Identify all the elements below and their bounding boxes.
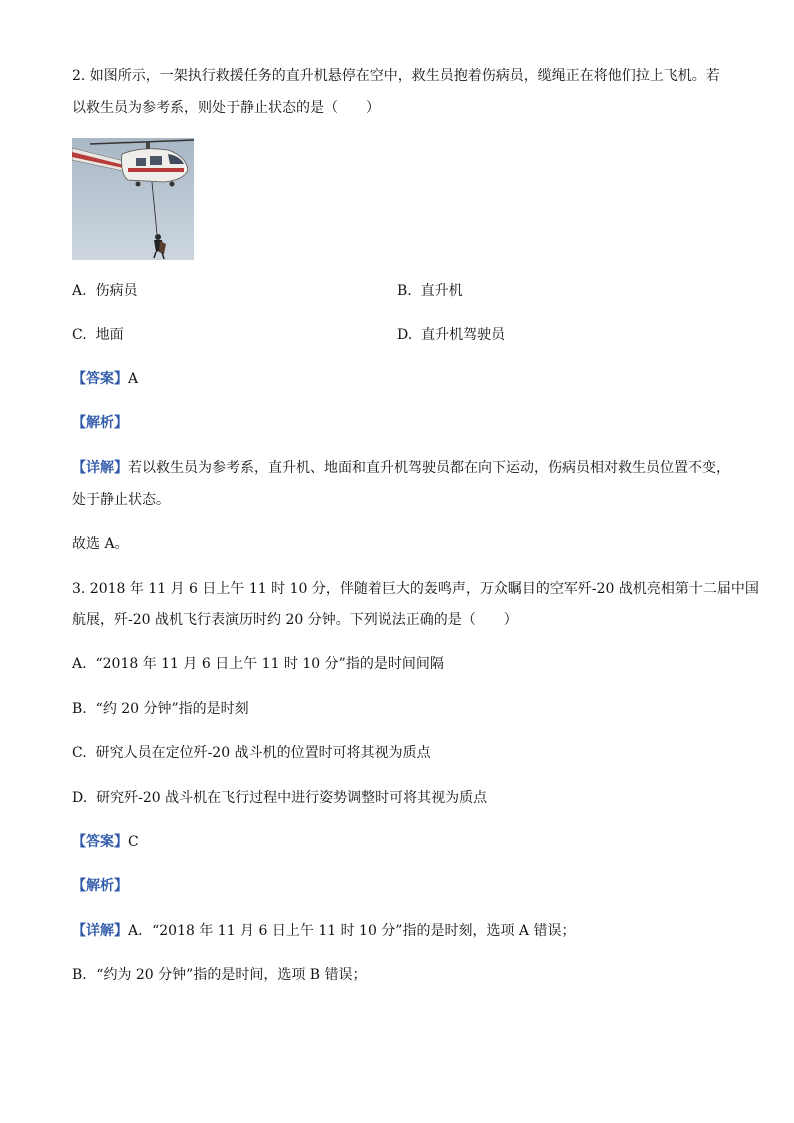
q3-option-c <box>72 743 431 763</box>
q3-answer <box>72 832 139 852</box>
q2-option-a-label: A. <box>72 283 87 299</box>
q2-detail-line1 <box>72 458 730 478</box>
q2-option-d <box>397 325 505 345</box>
detail-text: A．“2018 年 11 月 6 日上午 11 时 10 分”指的是时刻，选项 A 错误； <box>128 923 576 939</box>
answer-tag: 【答案】 <box>72 371 128 387</box>
q2-stem-line2: 以救生员为参考系，则处于静止状态的是（ ） <box>72 100 380 116</box>
detail-tag: 【详解】 <box>72 460 128 476</box>
q3-option-b-text: “约 20 分钟”指的是时刻 <box>95 701 249 717</box>
q3-option-d-label: D. <box>72 790 88 806</box>
q3-option-c-text: 研究人员在定位歼-20 战斗机的位置时可将其视为质点 <box>95 745 431 761</box>
answer-value: A <box>128 371 139 387</box>
q2-conclusion: 故选 A。 <box>72 536 129 552</box>
q2-option-c-label: C. <box>72 327 87 343</box>
q3-option-a-text: “2018 年 11 月 6 日上午 11 时 10 分”指的是时间间隔 <box>95 656 444 672</box>
q2-option-c <box>72 325 124 345</box>
q2-answer <box>72 369 138 389</box>
analysis-tag: 【解析】 <box>72 878 128 894</box>
q2-stem-line1: 2. 如图所示，一架执行救援任务的直升机悬停在空中，救生员抱着伤病员，缆绳正在将他们拉上飞机。若 <box>72 68 720 84</box>
q3-detail-line1 <box>72 921 575 941</box>
q2-option-a <box>72 281 137 301</box>
q3-option-a-label: A. <box>72 656 87 672</box>
q2-detail-line2: 处于静止状态。 <box>72 492 170 508</box>
q3-stem-line2: 航展，歼-20 战机飞行表演历时约 20 分钟。下列说法正确的是（ ） <box>72 612 518 628</box>
q2-option-b-label: B. <box>397 283 412 299</box>
q3-detail-line2: B．“约为 20 分钟”指的是时间，选项 B 错误； <box>72 967 367 983</box>
q2-option-d-label: D. <box>397 327 413 343</box>
q3-option-d-text: 研究歼-20 战斗机在飞行过程中进行姿势调整时可将其视为质点 <box>96 790 488 806</box>
q2-option-b <box>397 281 463 301</box>
helicopter-rescue-photo <box>72 138 194 260</box>
q2-analysis <box>72 413 128 433</box>
answer-tag: 【答案】 <box>72 834 128 850</box>
detail-text: 若以救生员为参考系，直升机、地面和直升机驾驶员都在向下运动，伤病员相对救生员位置不变， <box>128 460 730 476</box>
q3-option-b <box>72 699 249 719</box>
q2-option-a-text: 伤病员 <box>95 283 138 299</box>
analysis-tag: 【解析】 <box>72 415 128 431</box>
q3-option-a <box>72 654 444 674</box>
answer-value: C <box>128 834 139 850</box>
detail-tag: 【详解】 <box>72 923 128 939</box>
q2-option-d-text: 直升机驾驶员 <box>421 327 506 343</box>
q3-option-d <box>72 788 487 808</box>
q3-option-c-label: C. <box>72 745 87 761</box>
q3-option-b-label: B. <box>72 701 87 717</box>
q3-analysis <box>72 876 128 896</box>
q2-option-c-text: 地面 <box>95 327 124 343</box>
q2-option-b-text: 直升机 <box>420 283 463 299</box>
q3-stem-line1: 3. 2018 年 11 月 6 日上午 11 时 10 分，伴随着巨大的轰鸣声，万众瞩目的空军歼-20 战机亮相第十二届中国 <box>72 581 759 597</box>
